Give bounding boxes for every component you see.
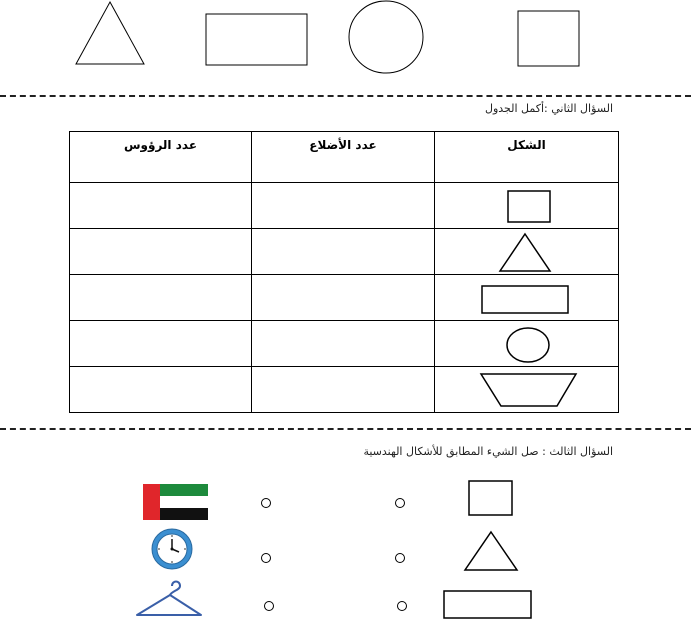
clock-icon [150,527,194,571]
hanger-icon [134,578,204,620]
shape-cell [435,229,619,275]
triangle-shape [435,229,618,274]
triangle-shape [74,0,146,66]
section-divider [0,95,691,97]
circle-shape [347,0,425,76]
uae-flag-icon [143,484,208,520]
table-row [70,321,619,367]
sides-input-cell[interactable] [252,321,435,367]
trapezoid-shape [435,367,618,412]
table-header-row [70,132,619,183]
square-shape [468,480,514,518]
square-shape [517,10,581,68]
shape-connector-dot[interactable] [397,601,407,611]
table-row [70,183,619,229]
triangle-shape [462,530,520,572]
shapes-table [69,131,619,413]
shape-cell [435,367,619,413]
vertices-input-cell[interactable] [70,229,252,275]
square-shape [435,183,618,228]
circle-shape [435,321,618,366]
section-divider [0,428,691,430]
table-row [70,275,619,321]
table-row [70,367,619,413]
sides-input-cell[interactable] [252,367,435,413]
question-3-prompt: السؤال الثالث : صل الشيء المطابق للأشكال الهندسية [363,445,613,458]
sides-input-cell[interactable] [252,275,435,321]
header-sides: عدد الأضلاع [252,132,435,183]
rectangle-shape [435,275,618,320]
vertices-input-cell[interactable] [70,321,252,367]
object-connector-dot[interactable] [261,553,271,563]
shape-connector-dot[interactable] [395,498,405,508]
rectangle-shape [205,13,309,67]
header-shape: الشكل [435,132,619,183]
vertices-input-cell[interactable] [70,367,252,413]
sides-input-cell[interactable] [252,183,435,229]
object-connector-dot[interactable] [264,601,274,611]
header-vertices: عدد الرؤوس [70,132,252,183]
object-connector-dot[interactable] [261,498,271,508]
shape-cell [435,183,619,229]
table-row [70,229,619,275]
vertices-input-cell[interactable] [70,275,252,321]
vertices-input-cell[interactable] [70,183,252,229]
shape-cell [435,321,619,367]
rectangle-shape [443,590,533,620]
shape-connector-dot[interactable] [395,553,405,563]
shape-cell [435,275,619,321]
sides-input-cell[interactable] [252,229,435,275]
question-2-prompt: السؤال الثاني :أكمل الجدول [484,102,613,115]
